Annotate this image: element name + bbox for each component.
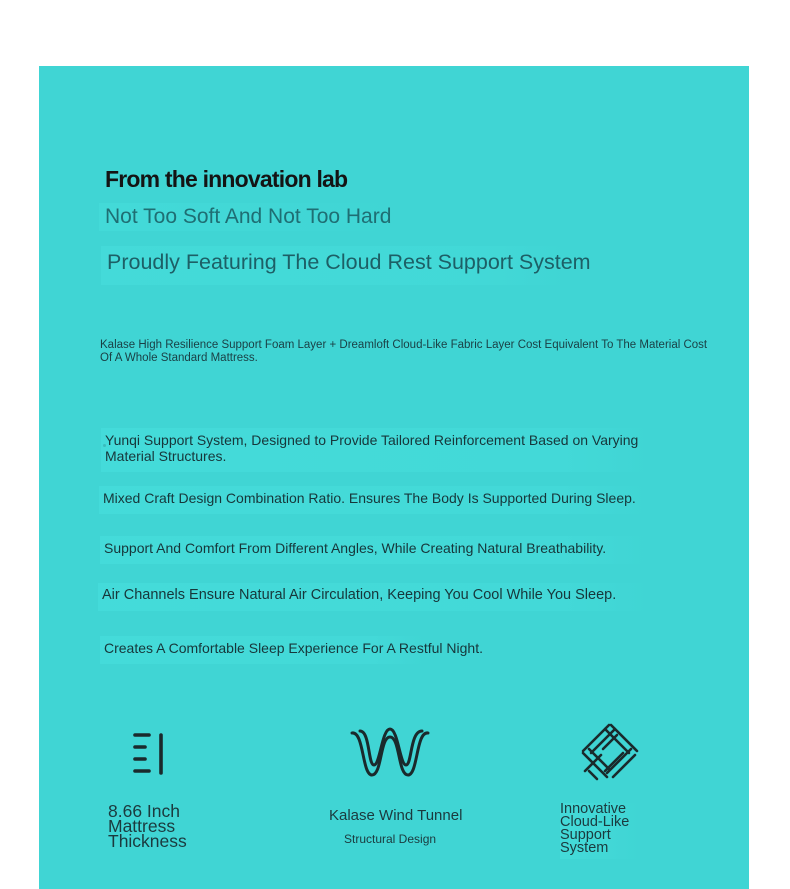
feature-item: Yunqi Support System, Designed to Provide Tailored Reinforcement Based on Varying Material Structures. <box>101 428 649 472</box>
wind-wave-icon <box>350 727 430 783</box>
spec-label-wind-tunnel: Kalase Wind Tunnel <box>329 807 463 824</box>
feature-item: Support And Comfort From Different Angles, While Creating Natural Breathability. <box>100 536 648 564</box>
feature-item: Creates A Comfortable Sleep Experience For A Restful Night. <box>100 636 424 664</box>
spec-label-support-system: Innovative Cloud-Like Support System <box>560 803 640 859</box>
subheadline: Proudly Featuring The Cloud Rest Support System <box>101 246 567 285</box>
headline: Not Too Soft And Not Too Hard <box>99 203 397 231</box>
feature-item: Mixed Craft Design Combination Ratio. Ensures The Body Is Supported During Sleep. <box>99 486 647 514</box>
woven-fabric-icon <box>579 721 641 783</box>
layers-thickness-icon <box>131 731 167 777</box>
spec-sublabel-structural: Structural Design <box>344 832 437 846</box>
material-description: Kalase High Resilience Support Foam Layer + Dreamloft Cloud-Like Fabric Layer Cost Equivalent To The Material Cost Of A Whole Standard Mattress. <box>100 339 708 364</box>
spec-label-thickness: 8.66 Inch Mattress Thickness <box>108 801 187 851</box>
eyebrow-title: From the innovation lab <box>105 166 348 192</box>
feature-item: Air Channels Ensure Natural Air Circulation, Keeping You Cool While You Sleep. <box>98 583 650 611</box>
